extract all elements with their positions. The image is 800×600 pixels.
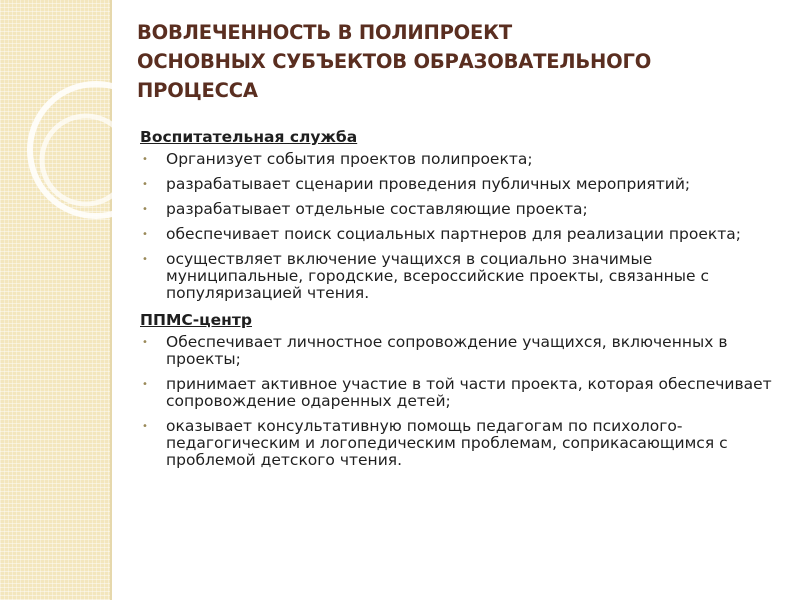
bullet-icon: • [142, 421, 148, 432]
list-item [140, 418, 780, 469]
list-item-text: Организует события проектов полипроекта; [166, 150, 533, 168]
list-item-text: принимает активное участие в той части проекта, которая обеспечивает сопровождение одаренных детей; [166, 375, 772, 410]
decorative-ring-small [42, 116, 130, 204]
bullet-icon: • [142, 154, 148, 165]
bullet-icon: • [142, 229, 148, 240]
list-item [140, 334, 780, 368]
list-item-text: оказывает консультативную помощь педагогам по психолого-педагогическим и логопедическим проблемам, соприкасающимся с проблемой детского чтения. [166, 417, 728, 469]
list-item-text: осуществляет включение учащихся в социально значимые муниципальные, городские, всероссийские проекты, связанные с популяризацией чтения. [166, 250, 709, 302]
bullet-icon: • [142, 379, 148, 390]
bullet-icon: • [142, 337, 148, 348]
slide-title [137, 18, 777, 105]
list-item [140, 251, 780, 302]
bullet-icon: • [142, 204, 148, 215]
list-item [140, 201, 780, 218]
list-item-text: разрабатывает сценарии проведения публичных мероприятий; [166, 175, 691, 193]
title-line: ВОВЛЕЧЕННОСТЬ В ПОЛИПРОЕКТ [137, 21, 512, 44]
ppms-center-list [140, 334, 780, 469]
list-item-text: разрабатывает отдельные составляющие проекта; [166, 200, 588, 218]
title-line: ОСНОВНЫХ СУБЪЕКТОВ ОБРАЗОВАТЕЛЬНОГО [137, 50, 652, 73]
section-heading-ppms-center: ППМС-центр [140, 311, 252, 329]
list-item [140, 176, 780, 193]
section-heading-upbringing-service: Воспитательная служба [140, 128, 358, 146]
bullet-icon: • [142, 179, 148, 190]
slide-content [140, 127, 780, 477]
list-item [140, 151, 780, 168]
bullet-icon: • [142, 254, 148, 265]
list-item-text: обеспечивает поиск социальных партнеров для реализации проекта; [166, 225, 742, 243]
list-item [140, 226, 780, 243]
title-line: ПРОЦЕССА [137, 79, 258, 102]
upbringing-service-list [140, 151, 780, 302]
list-item-text: Обеспечивает личностное сопровождение учащихся, включенных в проекты; [166, 333, 728, 368]
list-item [140, 376, 780, 410]
